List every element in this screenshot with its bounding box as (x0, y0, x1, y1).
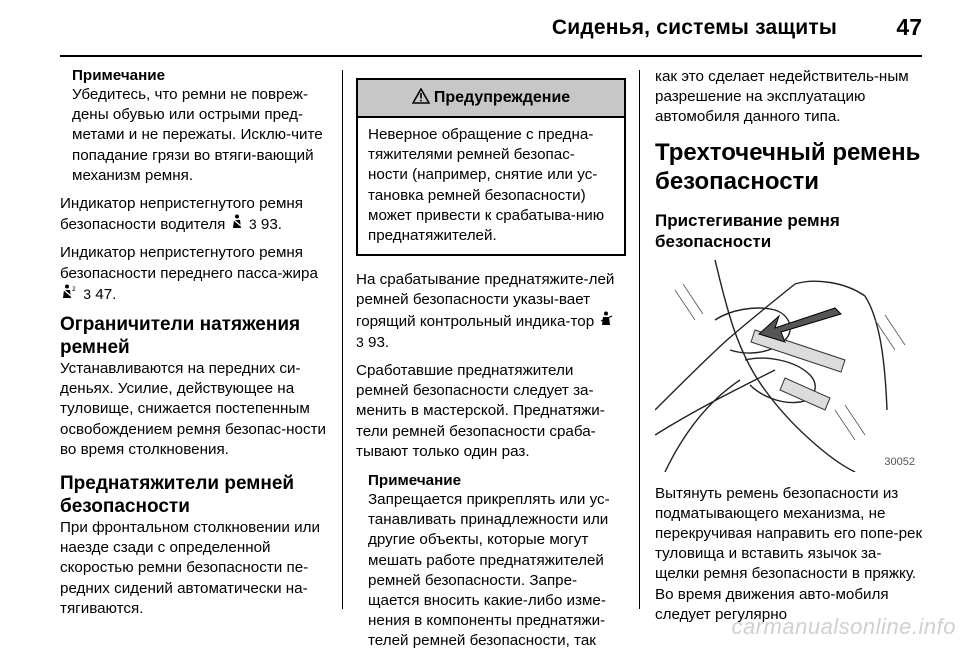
warning-triangle-icon (412, 88, 430, 109)
svg-text:2: 2 (72, 285, 76, 293)
watermark: carmanualsonline.info (731, 614, 956, 639)
ref-arrow-icon: 3 (248, 216, 257, 233)
seatbelt-driver-icon (232, 214, 243, 234)
pretensioner-icon (600, 311, 613, 331)
column-divider-1 (342, 70, 343, 609)
note-title: Примечание (368, 472, 462, 490)
column-3 (655, 67, 925, 633)
figure-number: 30052 (884, 455, 915, 468)
section-text-belt-force-limiters: Устанавливаются на передних си-деньях. Усилие, действующее на туловище, снижается постепенным освобождением ремня безопас-ности во время столкновения. (60, 360, 327, 458)
page-number: 47 (896, 14, 922, 40)
pretensioner-indicator-paragraph (356, 270, 626, 353)
driver-indicator-paragraph (60, 194, 332, 235)
note-title: Примечание (72, 67, 166, 84)
continued-text: как это сделает недействитель-ным разрешение на эксплуатацию автомобиля данного типа. (655, 68, 909, 126)
warning-header (358, 80, 624, 118)
column-divider-2 (639, 70, 640, 609)
pretensioner-replacement-paragraph: Сработавшие преднатяжители ремней безопасности следует за-менить в мастерской. Преднатяжи-тели ремней безопасности сраба-тывают только один раз. (356, 362, 605, 460)
note-block (60, 67, 332, 186)
warning-title: Предупреждение (433, 89, 571, 106)
ref-arrow-icon: 3 (356, 333, 364, 350)
subsection-title-fastening-belt: Пристегивание ремня безопасности (655, 210, 840, 251)
section-text-pretensioners: При фронтальном столкновении или наезде сзади с определенной скоростью ремни безопасности пе-редних сидений автоматически на-тягиваются. (60, 519, 320, 617)
section-title-pretensioners: Преднатяжители ремней безопасности (60, 473, 295, 518)
section-title-three-point-belt: Трехточечный ремень безопасности (655, 138, 921, 195)
note-text: Убедитесь, что ремни не повреж-дены обувью или острыми пред-метами и не пережаты. Исклю-чите попадание грязи во втяги-вающий механизм ремня. (72, 86, 323, 184)
passenger-indicator-paragraph (60, 243, 332, 305)
driver-indicator-text: Индикатор непристегнутого ремня безопасности водителя (60, 195, 304, 234)
driver-indicator-ref[interactable]: 93. (260, 216, 283, 234)
warning-box (356, 78, 626, 256)
header-rule (60, 55, 922, 57)
seatbelt-illustration (655, 260, 923, 472)
seatbelt-passenger-icon (62, 284, 77, 304)
pretensioner-indicator-text: На срабатывание преднатяжите-лей ремней безопасности указы-вает горящий контрольный индика-тор (356, 271, 615, 330)
section-title-belt-force-limiters: Ограничители натяжения ремней (60, 314, 301, 359)
column-2 (356, 78, 626, 652)
passenger-indicator-ref[interactable]: 47. (95, 285, 117, 303)
ref-arrow-icon: 3 (83, 285, 92, 302)
fastening-instructions-text: Вытянуть ремень безопасности из подматывающего механизма, не перекручивая направить его попе-рек туловища и вставить язычок за-щелки ремня безопасности в пряжку. Во время движения авто-мобиля следует регулярно (655, 484, 923, 623)
passenger-indicator-text: Индикатор непристегнутого ремня безопасности переднего пасса-жира (60, 244, 318, 282)
note-block (356, 472, 626, 652)
note-text: Запрещается прикреплять или ус-танавливать принадлежности или другие объекты, которые могут мешать работе преднатяжителей ремней безопасности. Запре-щается вносить какие-либо изме-нения в компоненты преднатяжи-телей ремней безопасности, так (368, 491, 610, 650)
warning-text: Неверное обращение с предна-тяжителями ремней безопас-ности (например, снятие или ус-тановка ремней безопасности) может привести к срабатыва-нию преднатяжителей. (368, 126, 605, 245)
page-title: Сиденья, системы защиты (551, 16, 837, 39)
column-1 (60, 67, 332, 627)
pretensioner-indicator-ref[interactable]: 93. (368, 333, 390, 351)
